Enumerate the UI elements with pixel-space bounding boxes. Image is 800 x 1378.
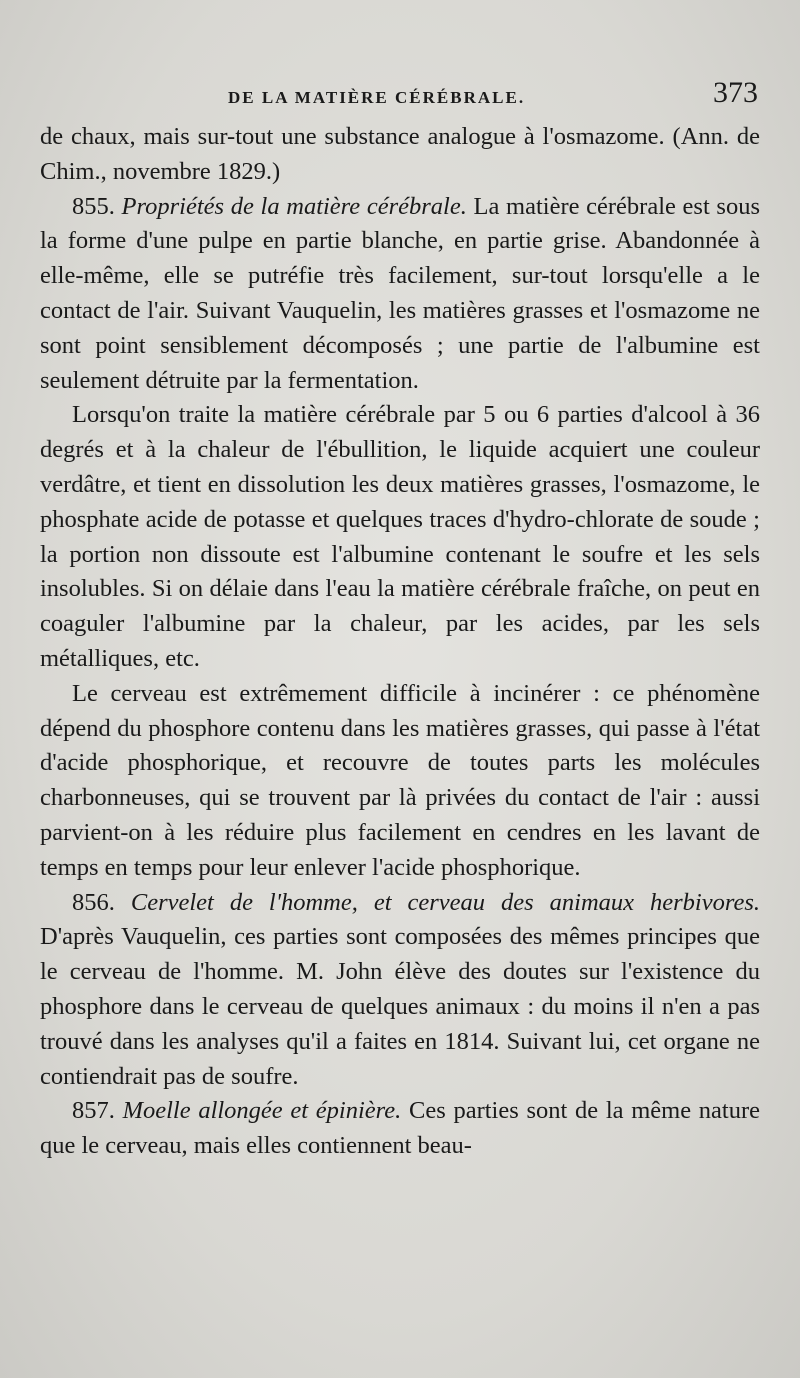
- paragraph-856: [40, 886, 760, 1095]
- paragraph-text: Le cerveau est extrêmement difficile à incinérer : ce phénomène dépend du phosphore contenu dans les matières grasses, qui passe à l'état d'acide phosphorique, et recouvre de toutes parts les molécules charbonneuses, qui se trouvent par là privées du contact de l'air : aussi parvient-on à les réduire plus facilement en cendres en les lavant de temps en temps pour leur enlever l'acide phosphorique.: [40, 679, 760, 881]
- paragraph-text: de chaux, mais sur-tout une substance analogue à l'osmazome. (Ann. de Chim., novembre 1829.): [40, 123, 760, 185]
- page-number: 373: [713, 76, 758, 109]
- paragraph-continuation: [40, 120, 760, 190]
- paragraph-text: Lorsqu'on traite la matière cérébrale par 5 ou 6 parties d'alcool à 36 degrés et à la chaleur de l'ébullition, le liquide acquiert une couleur verdâtre, et tient en dissolution les deux matières grasses, l'osmazome, le phosphate acide de potasse et quelques traces d'hydro-chlorate de soude ; la portion non dissoute est l'albumine contenant le soufre et les sels insolubles. Si on délaie dans l'eau la matière cérébrale fraîche, on peut en coaguler l'albumine par la chaleur, par les acides, par les sels métalliques, etc.: [40, 401, 760, 672]
- page-header: [0, 78, 800, 118]
- paragraph-alcohol: [40, 398, 760, 676]
- paragraph-incineration: [40, 677, 760, 886]
- paragraph-title: Moelle allongée et épinière.: [122, 1097, 402, 1125]
- running-head: DE LA MATIÈRE CÉRÉBRALE.: [228, 88, 526, 107]
- paragraph-text: D'après Vauquelin, ces parties sont composées des mêmes principes que le cerveau de l'homme. M. John élève des doutes sur l'existence du phosphore dans le cerveau de quelques animaux : du moins il n'en a pas trouvé dans les analyses qu'il a faites en 1814. Suivant lui, cet organe ne contiendrait pas de soufre.: [40, 923, 760, 1090]
- paragraph-number: 855.: [72, 192, 115, 220]
- paragraph-number: 856.: [72, 888, 115, 916]
- paragraph-title: Cervelet de l'homme, et cerveau des animaux herbivores.: [130, 888, 760, 916]
- paragraph-text: Ces parties sont de la même nature que le cerveau, mais elles contiennent beau-: [40, 1097, 761, 1160]
- paragraph-title: Propriétés de la matière cérébrale.: [121, 192, 467, 220]
- paragraph-855: [40, 190, 760, 399]
- paragraph-number: 857.: [72, 1097, 115, 1125]
- body-text: [40, 120, 760, 1164]
- paragraph-text: La matière cérébrale est sous la forme d'une pulpe en partie blanche, en partie grise. Abandonnée à elle-même, elle se putréfie très facilement, sur-tout lorsqu'elle a le contact de l'air. Suivant Vauquelin, les matières grasses et l'osmazome ne sont point sensiblement décomposés ; une partie de l'albumine est seulement détruite par la fermentation.: [40, 192, 761, 394]
- paragraph-857: [40, 1094, 760, 1164]
